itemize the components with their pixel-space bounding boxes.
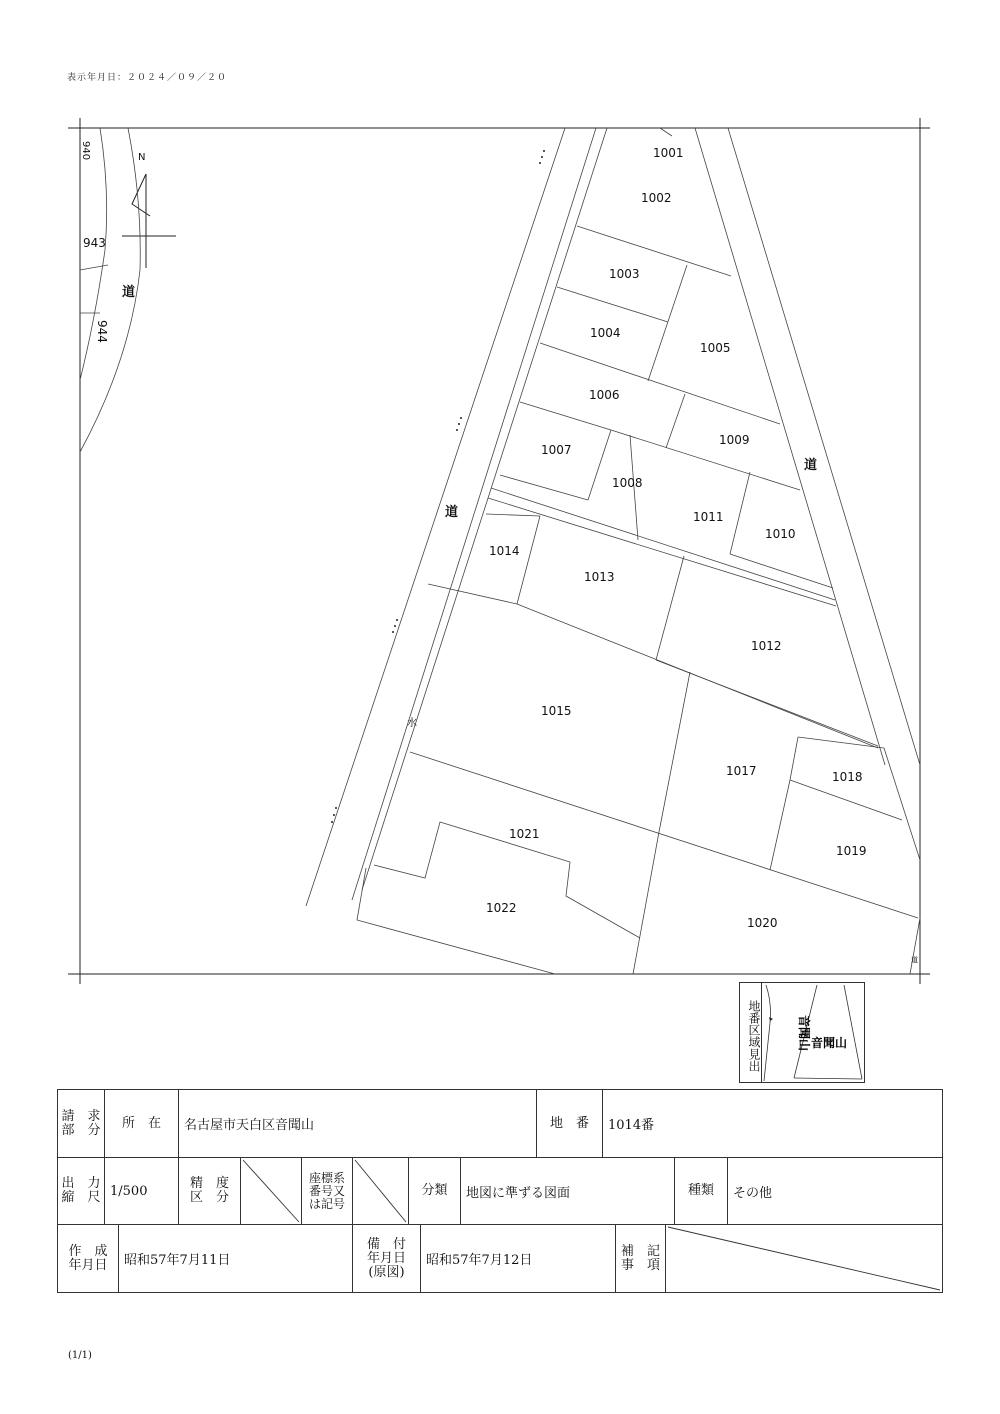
info-table bbox=[57, 1089, 943, 1293]
parcel-1002: 1002 bbox=[641, 191, 672, 205]
prepared-label: 備 付 年月日 (原図) bbox=[352, 1224, 421, 1293]
key-map-area-b: 音聞山 bbox=[811, 1036, 848, 1050]
key-map bbox=[739, 982, 865, 1083]
created-label: 作 成 年月日 bbox=[57, 1224, 119, 1293]
lot-value: 1014番 bbox=[602, 1089, 943, 1158]
parcel-1010: 1010 bbox=[765, 527, 796, 541]
parcel-1003: 1003 bbox=[609, 267, 640, 281]
location-value: 名古屋市天白区音聞山 bbox=[178, 1089, 537, 1158]
type-value: その他 bbox=[727, 1157, 943, 1225]
lot-label: 地 番 bbox=[536, 1089, 603, 1158]
parcel-1013: 1013 bbox=[584, 570, 615, 584]
road-label-east: 道 bbox=[804, 458, 818, 473]
coord-label: 座標系 番号又 は記号 bbox=[301, 1157, 353, 1225]
water-label: 水 bbox=[407, 718, 417, 729]
parcel-1019: 1019 bbox=[836, 844, 867, 858]
precision-value-empty bbox=[240, 1157, 302, 1225]
notes-label: 補 記 事 項 bbox=[615, 1224, 666, 1293]
parcel-943: 943 bbox=[83, 236, 106, 250]
prepared-value: 昭和57年7月12日 bbox=[420, 1224, 616, 1293]
key-map-area-a: 音聞山 bbox=[797, 1015, 811, 1052]
parcel-1004: 1004 bbox=[590, 326, 621, 340]
north-arrow-icon bbox=[122, 174, 176, 268]
parcel-1012: 1012 bbox=[751, 639, 782, 653]
class-value: 地図に準ずる図面 bbox=[460, 1157, 675, 1225]
location-label: 所 在 bbox=[104, 1089, 179, 1158]
parcel-944: 944 bbox=[95, 320, 109, 343]
display-date: 表示年月日：２０２４／０９／２０ bbox=[67, 73, 228, 83]
parcel-1008: 1008 bbox=[612, 476, 643, 490]
parcel-1020: 1020 bbox=[747, 916, 778, 930]
parcel-1005: 1005 bbox=[700, 341, 731, 355]
class-label: 分類 bbox=[408, 1157, 461, 1225]
parcel-1021: 1021 bbox=[509, 827, 540, 841]
road-label-west: 道 bbox=[122, 285, 136, 300]
scale-label: 出 力 縮 尺 bbox=[57, 1157, 105, 1225]
parcel-1015: 1015 bbox=[541, 704, 572, 718]
parcel-1011: 1011 bbox=[693, 510, 724, 524]
key-map-diagram bbox=[762, 983, 865, 1082]
road-label-edge: 道 bbox=[911, 956, 918, 964]
created-value: 昭和57年7月11日 bbox=[118, 1224, 353, 1293]
precision-label: 精 度 区 分 bbox=[178, 1157, 241, 1225]
parcel-1009: 1009 bbox=[719, 433, 750, 447]
water-markers bbox=[331, 150, 545, 823]
north-label: N bbox=[138, 152, 146, 163]
parcel-1006: 1006 bbox=[589, 388, 620, 402]
parcel-1022: 1022 bbox=[486, 901, 517, 915]
key-map-title: 地番区域見出 bbox=[740, 983, 762, 1082]
requester-label: 請 求 部 分 bbox=[57, 1089, 105, 1158]
page-number: (1/1) bbox=[68, 1350, 92, 1361]
parcel-1014: 1014 bbox=[489, 544, 520, 558]
parcel-1018: 1018 bbox=[832, 770, 863, 784]
parcel-940: 940 bbox=[80, 141, 91, 161]
parcel-1007: 1007 bbox=[541, 443, 572, 457]
parcel-1001: 1001 bbox=[653, 146, 684, 160]
notes-value-empty bbox=[665, 1224, 943, 1293]
road-label-main: 道 bbox=[445, 505, 459, 520]
type-label: 種類 bbox=[674, 1157, 728, 1225]
scale-value: 1/500 bbox=[104, 1157, 179, 1225]
coord-value-empty bbox=[352, 1157, 409, 1225]
parcel-1017: 1017 bbox=[726, 764, 757, 778]
